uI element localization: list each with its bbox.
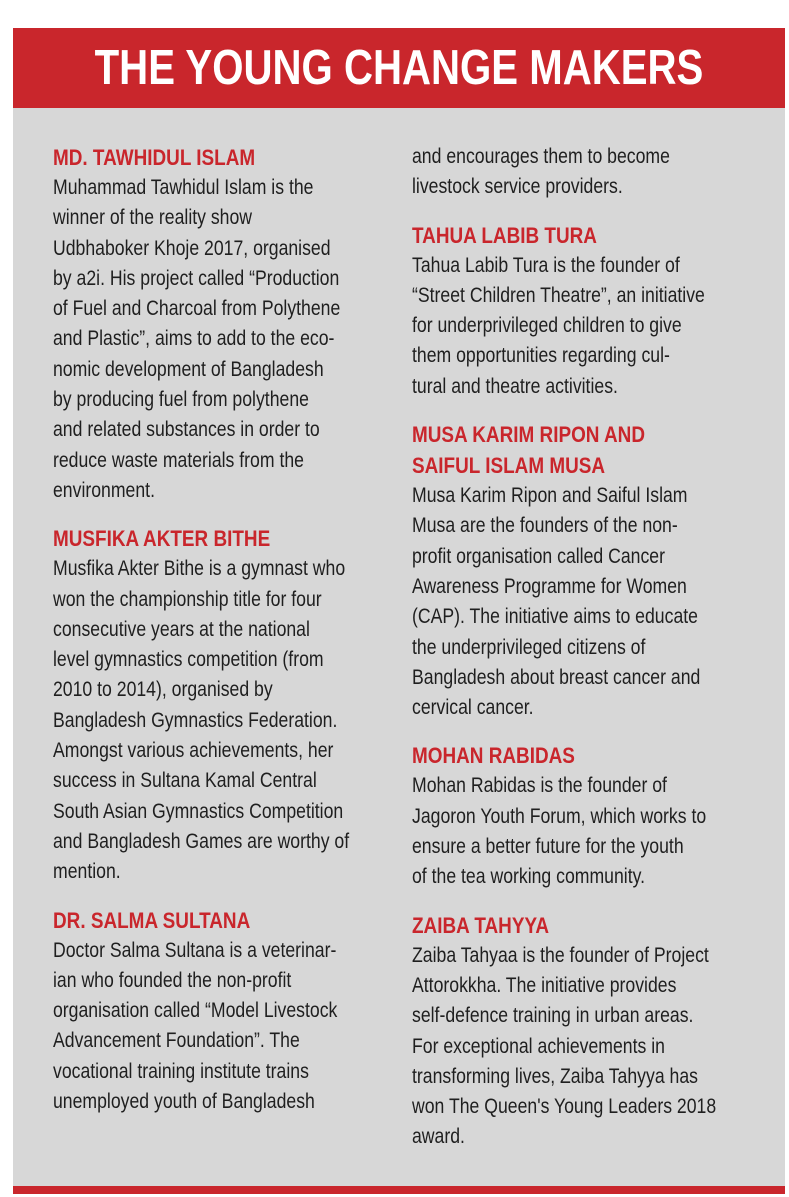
right-column: [412, 142, 752, 1153]
content-panel: [13, 108, 785, 1186]
bio-line: nomic development of Bangladesh: [53, 357, 324, 381]
bio-line: and Plastic”, aims to add to the eco-: [53, 327, 335, 351]
bio-line: profit organisation called Cancer: [412, 544, 665, 568]
bio-line: Udbhaboker Khoje 2017, organised: [53, 236, 331, 260]
person-name: DR. SALMA SULTANA: [53, 907, 251, 933]
bio-line: Awareness Programme for Women: [412, 574, 687, 598]
bio-line: Musa Karim Ripon and Saiful Islam: [412, 484, 688, 508]
bio-line: livestock service providers.: [412, 175, 623, 199]
bio-line: tural and theatre activities.: [412, 374, 618, 398]
bio-line: the underprivileged citizens of: [412, 635, 646, 659]
bio-line: unemployed youth of Bangladesh: [53, 1090, 315, 1114]
bio-line: and Bangladesh Games are worthy of: [53, 829, 350, 853]
bio-line: Bangladesh Gymnastics Federation.: [53, 708, 338, 732]
bio-line: of the tea working community.: [412, 865, 646, 889]
bio-line: winner of the reality show: [53, 206, 253, 230]
bio-line: transforming lives, Zaiba Tahyya has: [412, 1064, 698, 1088]
profile-entry: [412, 419, 752, 723]
person-name: MD. TAWHIDUL ISLAM: [53, 145, 256, 170]
bio-line: reduce waste materials from the: [53, 448, 304, 472]
bio-line: 2010 to 2014), organised by: [53, 678, 273, 702]
entry-spacer: [53, 888, 393, 905]
bio-line: won The Queen's Young Leaders 2018: [412, 1095, 717, 1119]
person-name: MUSA KARIM RIPON AND: [412, 422, 645, 448]
bio-line: by producing fuel from polythene: [53, 388, 309, 412]
profile-entry: [53, 142, 393, 506]
entry-spacer: [412, 723, 752, 740]
bio-line: Musfika Akter Bithe is a gymnast who: [53, 557, 346, 581]
profile-entry: [53, 523, 393, 887]
profile-entry: [412, 142, 752, 203]
entry-spacer: [53, 506, 393, 523]
bio-line: of Fuel and Charcoal from Polythene: [53, 297, 341, 321]
bio-line: by a2i. His project called “Production: [53, 266, 340, 290]
bio-line: won the championship title for four: [53, 587, 322, 611]
bio-line: them opportunities regarding cul-: [412, 344, 670, 368]
bio-line: Muhammad Tawhidul Islam is the: [53, 176, 314, 199]
bio-line: Mohan Rabidas is the founder of: [412, 774, 667, 798]
profile-entry: [412, 910, 752, 1153]
bio-line: and encourages them to become: [412, 145, 670, 168]
bio-line: ensure a better future for the youth: [412, 835, 684, 859]
title-banner: [13, 28, 785, 108]
bio-line: Tahua Labib Tura is the founder of: [412, 253, 680, 277]
bio-line: South Asian Gymnastics Competition: [53, 799, 344, 823]
bio-line: Zaiba Tahyaa is the founder of Project: [412, 943, 709, 967]
entry-spacer: [412, 402, 752, 419]
bio-line: ian who founded the non-profit: [53, 968, 292, 992]
bio-line: Bangladesh about breast cancer and: [412, 665, 701, 689]
bio-line: Doctor Salma Sultana is a veterinar-: [53, 938, 337, 962]
bio-line: and related substances in order to: [53, 418, 320, 442]
person-name: MUSFIKA AKTER BITHE: [53, 526, 271, 552]
bio-line: level gymnastics competition (from: [53, 648, 324, 672]
bio-line: success in Sultana Kamal Central: [53, 769, 317, 793]
bio-line: organisation called “Model Livestock: [53, 999, 338, 1023]
bio-line: Advancement Foundation”. The: [53, 1029, 300, 1053]
bio-line: Amongst various achievements, her: [53, 739, 334, 763]
bio-line: Jagoron Youth Forum, which works to: [412, 804, 707, 828]
person-name: ZAIBA TAHYYA: [412, 912, 550, 938]
bio-line: mention.: [53, 860, 121, 884]
entry-spacer: [412, 893, 752, 910]
person-name: TAHUA LABIB TURA: [412, 222, 597, 248]
person-name: MOHAN RABIDAS: [412, 743, 575, 769]
entry-spacer: [412, 203, 752, 220]
bio-line: award.: [412, 1125, 465, 1149]
bio-line: Attorokkha. The initiative provides: [412, 973, 677, 997]
bio-line: environment.: [53, 478, 155, 502]
profile-entry: [53, 905, 393, 1118]
bio-line: Musa are the founders of the non-: [412, 514, 678, 538]
profile-entry: [412, 220, 752, 402]
bio-line: vocational training institute trains: [53, 1059, 309, 1083]
bio-line: cervical cancer.: [412, 696, 534, 720]
bio-line: self-defence training in urban areas.: [412, 1004, 694, 1028]
bio-line: (CAP). The initiative aims to educate: [412, 605, 698, 629]
bio-line: For exceptional achievements in: [412, 1034, 665, 1058]
person-name: SAIFUL ISLAM MUSA: [412, 453, 606, 479]
page-title: THE YOUNG CHANGE MAKERS: [94, 41, 704, 95]
left-column: [53, 142, 393, 1117]
bio-line: “Street Children Theatre”, an initiative: [412, 283, 705, 307]
profile-entry: [412, 740, 752, 892]
bio-line: consecutive years at the national: [53, 617, 310, 641]
bio-line: for underprivileged children to give: [412, 314, 682, 338]
bottom-rule: [13, 1186, 785, 1194]
